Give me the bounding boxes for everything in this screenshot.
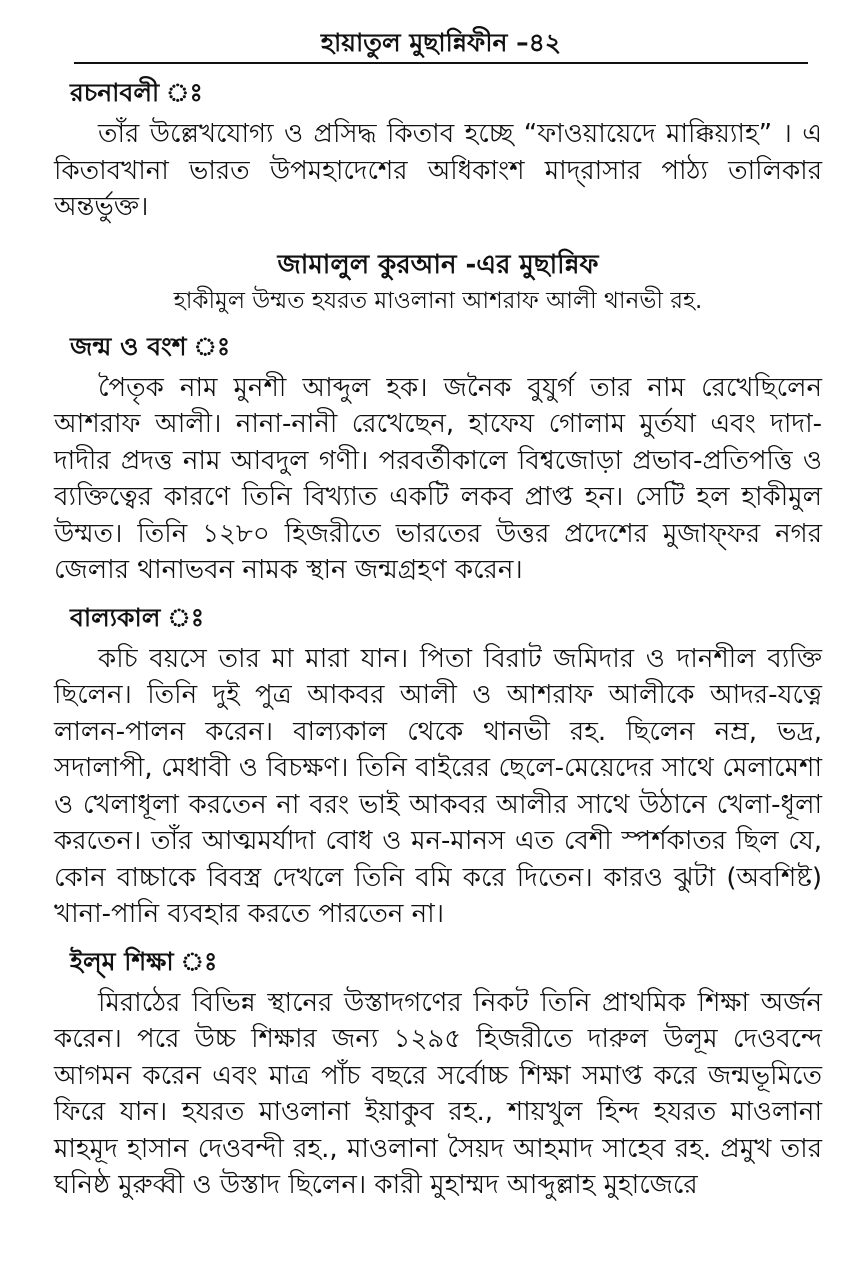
paragraph-education: মিরাঠের বিভিন্ন স্থানের উস্তাদগণের নিকট তিনি প্রাথমিক শিক্ষা অর্জন করেন। পরে উচ্চ শিক্ষার জন্য ১২৯৫ হিজরীতে দারুল উলূম দেওবন্দে আগমন করেন এবং মাত্র পাঁচ বছরে সর্বোচ্চ শিক্ষা সমাপ্ত করে জন্মভূমিতে ফিরে যান। হযরত মাওলানা ইয়াকুব রহ., শায়খুল হিন্দ হযরত মাওলানা মাহমূদ হাসান দেওবন্দী রহ., মাওলানা সৈয়দ আহমাদ সাহেব রহ. প্রমুখ তার ঘনিষ্ঠ মুরুব্বী ও উস্তাদ ছিলেন। কারী মুহাম্মদ আব্দুল্লাহ মুহাজেরে	[54, 987, 822, 1200]
heading-birth-lineage: জন্ম ও বংশ ঃ	[70, 331, 231, 361]
paragraph-birth-lineage: পৈতৃক নাম মুনশী আব্দুল হক। জনৈক বুযুর্গ তার নাম রেখেছিলেন আশরাফ আলী। নানা-নানী রেখেছেন, হাফেয গোলাম মুর্তযা এবং দাদা-দাদীর প্রদত্ত নাম আবদুল গণী। পরবর্তীকালে বিশ্বজোড়া প্রভাব-প্রতিপত্তি ও ব্যক্তিত্বের কারণে তিনি বিখ্যাত একটি লকব প্রাপ্ত হন। সেটি হল হাকীমুল উম্মত। তিনি ১২৮০ হিজরীতে ভারতের উত্তর প্রদেশের মুজাফ্‌ফর নগর জেলার থানাভবন নামক স্থান জন্মগ্রহণ করেন।	[54, 372, 822, 585]
chapter-subtitle: হাকীমুল উম্মত হযরত মাওলানা আশরাফ আলী থানভী রহ.	[173, 287, 703, 314]
paragraph-childhood: কচি বয়সে তার মা মারা যান। পিতা বিরাট জমিদার ও দানশীল ব্যক্তি ছিলেন। তিনি দুই পুত্র আকবর আলী ও আশরাফ আলীকে আদর-যত্নে লালন-পালন করেন। বাল্যকাল থেকে থানভী রহ. ছিলেন নম্র, ভদ্র, সদালাপী, মেধাবী ও বিচক্ষণ। তিনি বাইরের ছেলে-মেয়েদের সাথে মেলামেশা ও খেলাধূলা করতেন না বরং ভাই আকবর আলীর সাথে উঠানে খেলা-ধূলা করতেন। তাঁর আত্মমর্যাদা বোধ ও মন-মানস এত বেশী স্পর্শকাতর ছিল যে, কোন বাচ্চাকে বিবস্ত্র দেখলে তিনি বমি করে দিতেন। কারও ঝুটা (অবশিষ্ট) খানা-পানি ব্যবহার করতে পারতেন না।	[54, 643, 822, 929]
chapter-title: জামালুল কুরআন -এর মুছান্নিফ	[277, 249, 599, 280]
heading-works: রচনাবলী ঃ	[70, 78, 203, 107]
paragraph-works: তাঁর উল্লেখযোগ্য ও প্রসিদ্ধ কিতাব হচ্ছে “ফাওয়ায়েদে মাক্কিয়্যাহ” । এ কিতাবখানা ভারত উপমহাদেশের অধিকাংশ মাদ্‌রাসার পাঠ্য তালিকার অন্তর্ভুক্ত।	[54, 119, 822, 222]
heading-education: ইল্‌ম শিক্ষা ঃ	[70, 946, 218, 976]
running-header: হায়াতুল মুছান্নিফীন –৪২	[74, 26, 808, 64]
heading-childhood: বাল্যকাল ঃ	[70, 602, 205, 632]
